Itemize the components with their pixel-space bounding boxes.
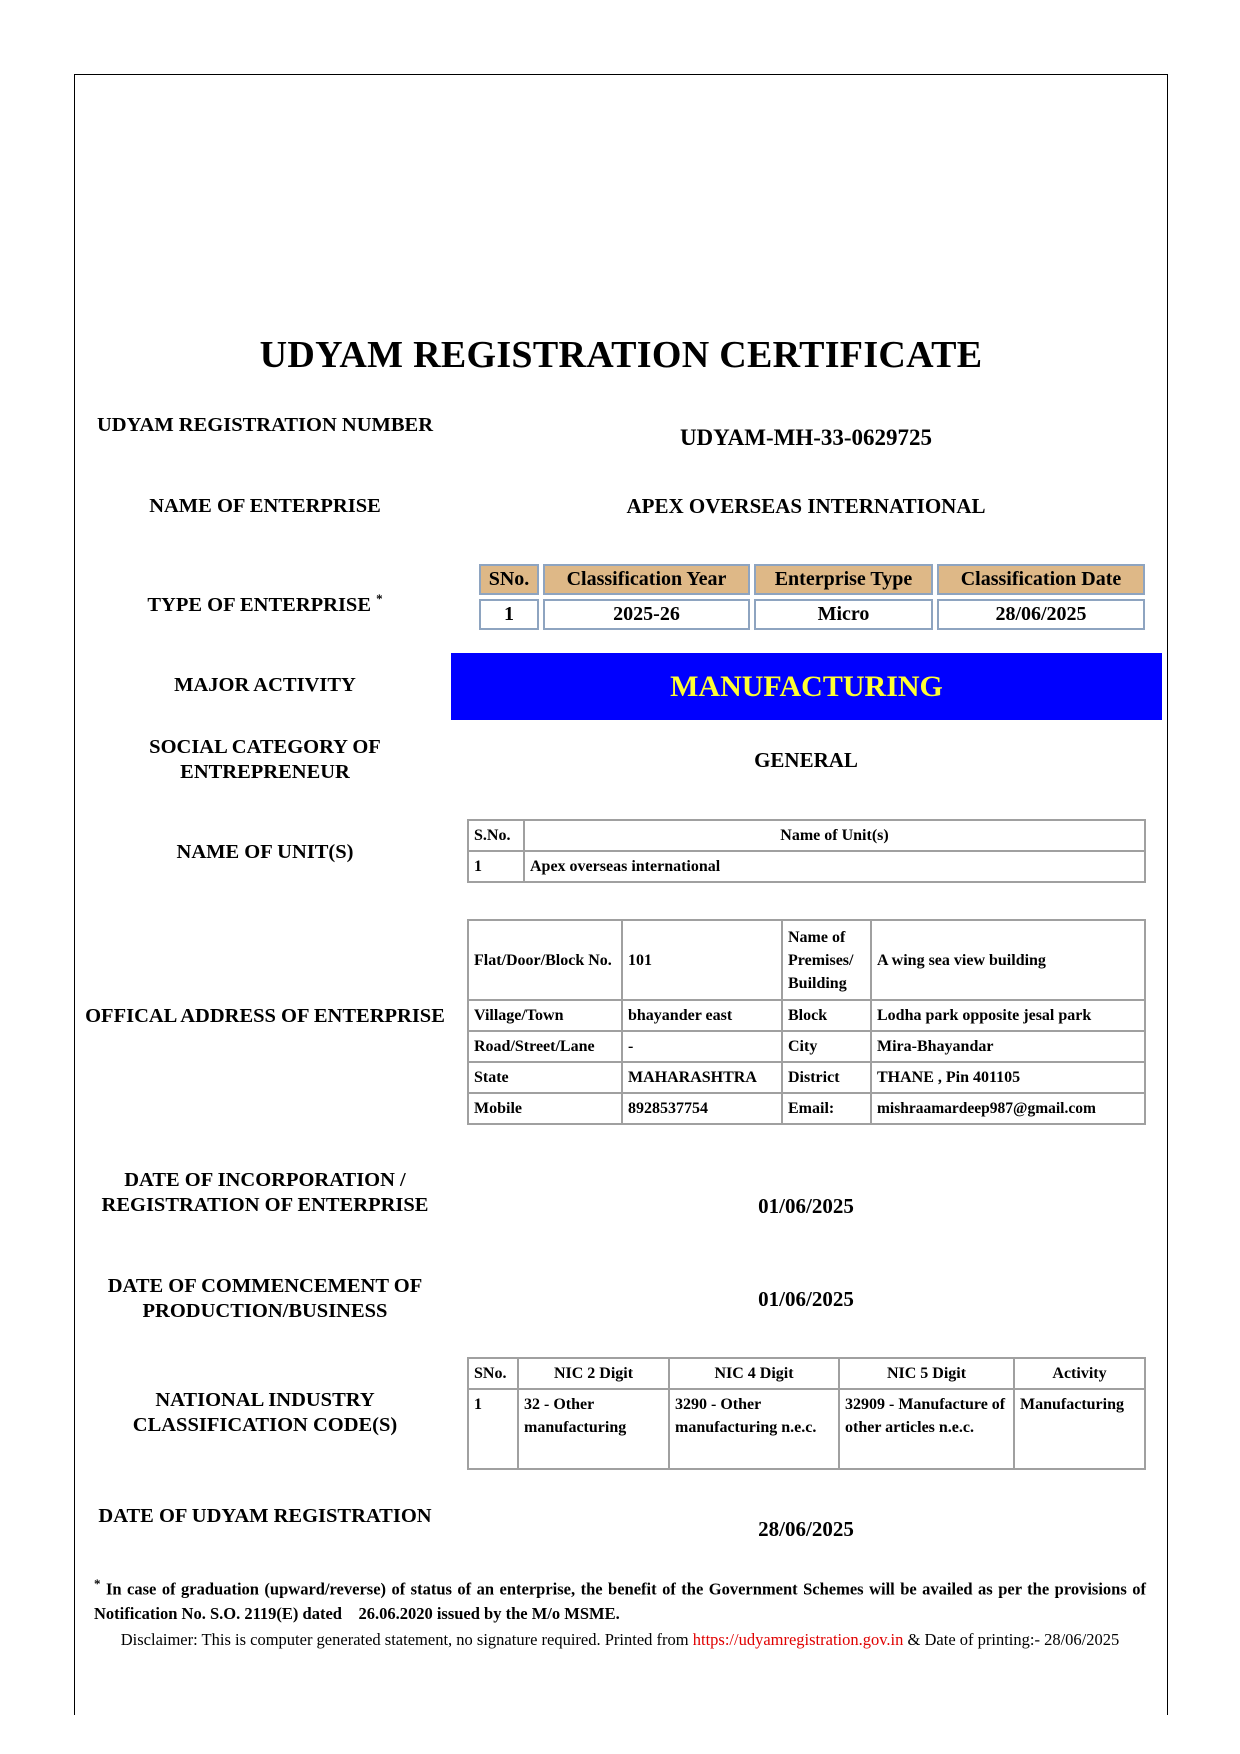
udyam-date-label: DATE OF UDYAM REGISTRATION <box>98 1505 432 1527</box>
table-cell: 1 <box>468 1389 518 1469</box>
enterprise-name-label: NAME OF ENTERPRISE <box>149 495 381 517</box>
field-value: bhayander east <box>622 1000 782 1031</box>
registration-number-label: UDYAM REGISTRATION NUMBER <box>96 414 433 436</box>
table-row <box>479 599 1145 630</box>
field-label: City <box>782 1031 871 1062</box>
classification-table <box>475 560 1149 634</box>
enterprise-type-label <box>80 586 450 618</box>
table-row <box>468 1062 1145 1093</box>
column-header: Activity <box>1014 1358 1145 1389</box>
table-row <box>468 920 1145 1000</box>
column-header: NIC 5 Digit <box>839 1358 1014 1389</box>
table-row <box>468 1093 1145 1124</box>
table-cell: 1 <box>479 599 539 630</box>
field-label: State <box>468 1062 622 1093</box>
field-label: District <box>782 1062 871 1093</box>
field-label: Mobile <box>468 1093 622 1124</box>
field-value: Mira-Bhayandar <box>871 1031 1145 1062</box>
field-label: Village/Town <box>468 1000 622 1031</box>
table-row <box>468 1031 1145 1062</box>
social-category-value: GENERAL <box>754 748 858 772</box>
enterprise-type-label-text: TYPE OF ENTERPRISE <box>147 593 371 616</box>
table-row <box>468 1389 1145 1469</box>
enterprise-name-value: APEX OVERSEAS INTERNATIONAL <box>626 494 986 518</box>
table-header-row <box>468 820 1145 851</box>
column-header: S.No. <box>468 820 524 851</box>
table-cell: 3290 - Other manufacturing n.e.c. <box>669 1389 839 1469</box>
column-header: Name of Unit(s) <box>524 820 1145 851</box>
table-cell: 2025-26 <box>543 599 750 630</box>
nic-table <box>467 1357 1146 1470</box>
disclaimer <box>94 1628 1146 1652</box>
disclaimer-text: Disclaimer: This is computer generated statement, no signature required. Printed from <box>120 1630 689 1649</box>
table-row <box>468 1000 1145 1031</box>
footnote-text: In case of graduation (upward/reverse) of status of an enterprise, the benefit of the Government Schemes will be availed as per the provisions of Notification No. S.O. 2119(E) dated 26.06.2020 issued by the M/o MSME. <box>94 1579 1151 1623</box>
column-header: NIC 4 Digit <box>669 1358 839 1389</box>
commencement-date-value: 01/06/2025 <box>758 1287 854 1311</box>
field-label: Name of Premises/ Building <box>782 920 871 1000</box>
table-cell: Manufacturing <box>1014 1389 1145 1469</box>
table-header-row <box>468 1358 1145 1389</box>
table-cell: Apex overseas international <box>524 851 1145 882</box>
commencement-date-label: DATE OF COMMENCEMENT OF PRODUCTION/BUSINESS <box>107 1275 423 1322</box>
page-title: UDYAM REGISTRATION CERTIFICATE <box>259 334 983 376</box>
field-label: Road/Street/Lane <box>468 1031 622 1062</box>
social-category-label: SOCIAL CATEGORY OF ENTREPRENEUR <box>149 736 381 783</box>
printing-date: & Date of printing:- 28/06/2025 <box>907 1630 1120 1649</box>
address-label: OFFICAL ADDRESS OF ENTERPRISE <box>85 1005 445 1027</box>
table-cell: 28/06/2025 <box>937 599 1145 630</box>
field-label: Email: <box>782 1093 871 1124</box>
table-cell: Micro <box>754 599 933 630</box>
address-table <box>467 919 1146 1125</box>
field-value: MAHARASHTRA <box>622 1062 782 1093</box>
table-header-row <box>479 564 1145 595</box>
column-header: NIC 2 Digit <box>518 1358 669 1389</box>
units-label: NAME OF UNIT(S) <box>176 841 354 863</box>
column-header: Classification Year <box>543 564 750 595</box>
registration-number-value: UDYAM-MH-33-0629725 <box>679 425 933 450</box>
website-link[interactable]: https://udyamregistration.gov.in <box>692 1630 904 1649</box>
incorporation-date-value: 01/06/2025 <box>758 1194 854 1218</box>
email-value: mishraamardeep987@gmail.com <box>871 1093 1145 1124</box>
table-cell: 1 <box>468 851 524 882</box>
field-value: A wing sea view building <box>871 920 1145 1000</box>
column-header: SNo. <box>479 564 539 595</box>
field-value: - <box>622 1031 782 1062</box>
field-value: 101 <box>622 920 782 1000</box>
incorporation-date-label: DATE OF INCORPORATION / REGISTRATION OF ENTERPRISE <box>101 1169 429 1216</box>
field-value: 8928537754 <box>622 1093 782 1124</box>
asterisk: * <box>94 1576 101 1591</box>
asterisk: * <box>376 591 383 606</box>
udyam-date-value: 28/06/2025 <box>758 1517 854 1541</box>
major-activity-label: MAJOR ACTIVITY <box>174 674 356 696</box>
table-cell: 32 - Other manufacturing <box>518 1389 669 1469</box>
field-value: THANE , Pin 401105 <box>871 1062 1145 1093</box>
field-value: Lodha park opposite jesal park <box>871 1000 1145 1031</box>
column-header: Enterprise Type <box>754 564 933 595</box>
major-activity-value: MANUFACTURING <box>451 653 1162 720</box>
table-cell: 32909 - Manufacture of other articles n.e.c. <box>839 1389 1014 1469</box>
table-row <box>468 851 1145 882</box>
field-label: Block <box>782 1000 871 1031</box>
field-label: Flat/Door/Block No. <box>468 920 622 1000</box>
nic-label: NATIONAL INDUSTRY CLASSIFICATION CODE(S) <box>132 1389 398 1436</box>
units-table <box>467 819 1146 883</box>
footnote <box>94 1572 1151 1626</box>
column-header: SNo. <box>468 1358 518 1389</box>
column-header: Classification Date <box>937 564 1145 595</box>
